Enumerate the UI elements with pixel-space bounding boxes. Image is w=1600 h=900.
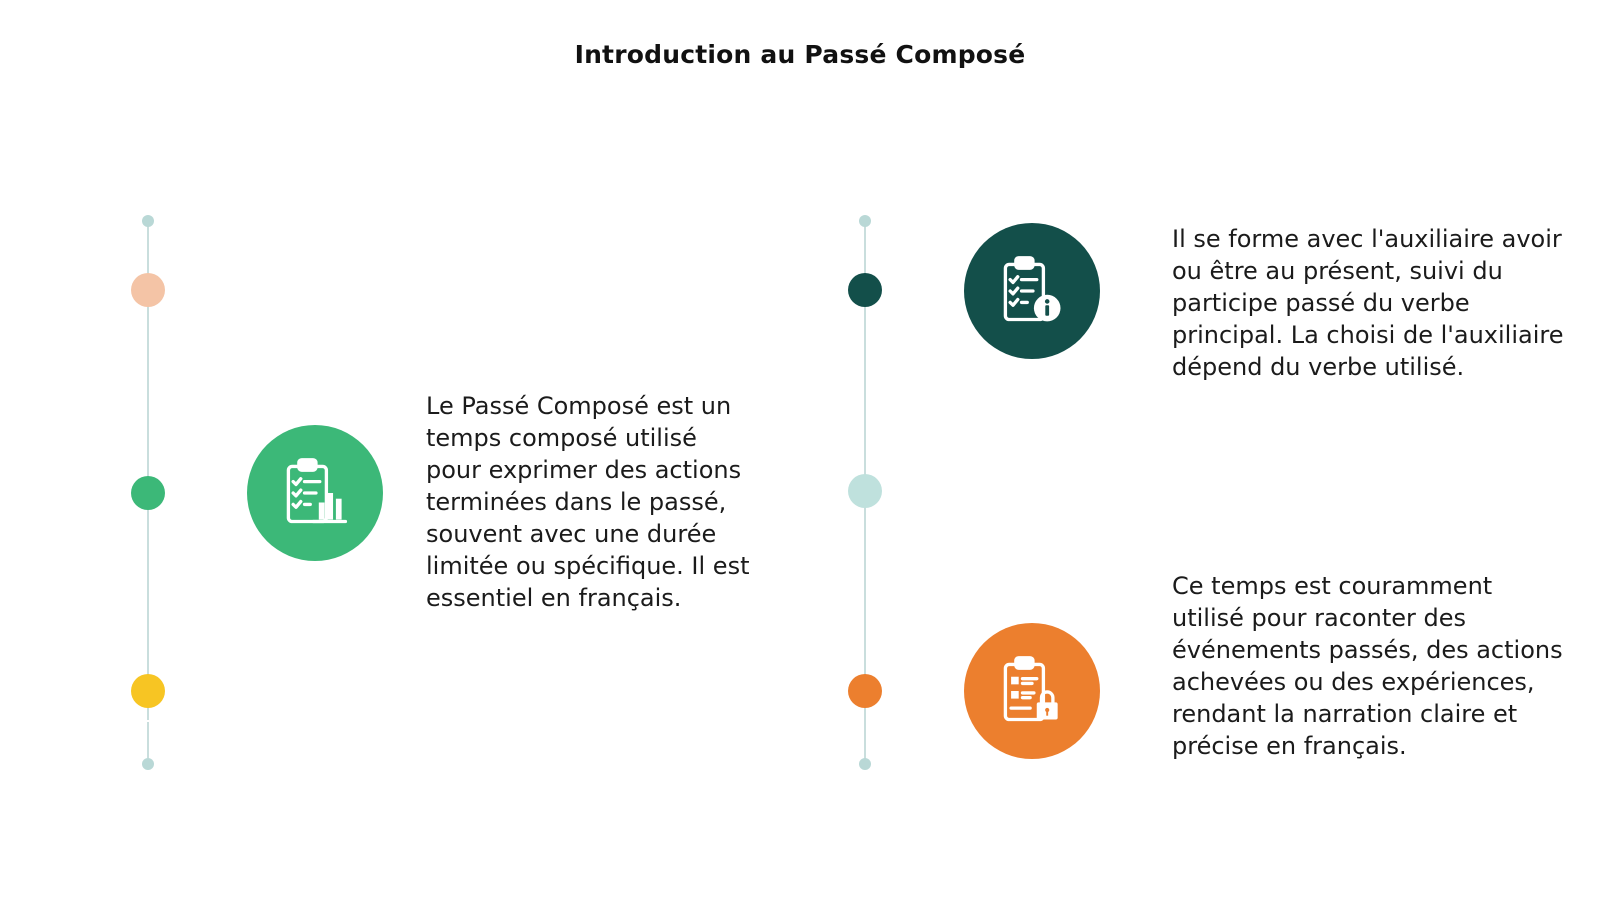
right-timeline-start-dot bbox=[859, 215, 871, 227]
item-2-description: Il se forme avec l'auxiliaire avoir ou être au présent, suivi du participe passé du verbe principal. La choisi de l'auxiliaire dépend du verbe utilisé. bbox=[1172, 225, 1564, 381]
clipboard-chart-icon bbox=[247, 425, 383, 561]
clipboard-lock-icon bbox=[964, 623, 1100, 759]
right-timeline-end-dot bbox=[859, 758, 871, 770]
page-title: Introduction au Passé Composé bbox=[574, 40, 1026, 69]
timeline-marker-yellow bbox=[131, 674, 165, 708]
timeline-marker-green bbox=[131, 476, 165, 510]
timeline-marker-peach bbox=[131, 273, 165, 307]
left-timeline-end-dot bbox=[142, 758, 154, 770]
left-timeline-line-bottom bbox=[147, 722, 149, 758]
item-3-description: Ce temps est couramment utilisé pour raconter des événements passés, des actions achevées ou des expériences, rendant la narration claire et précise en français. bbox=[1172, 572, 1563, 760]
left-timeline-start-dot bbox=[142, 215, 154, 227]
clipboard-info-icon bbox=[964, 223, 1100, 359]
item-1-description: Le Passé Composé est un temps composé utilisé pour exprimer des actions terminées dans le passé, souvent avec une durée limitée ou spécifique. Il est essentiel en français. bbox=[426, 392, 750, 612]
timeline-marker-light-teal bbox=[848, 474, 882, 508]
timeline-marker-dark-teal bbox=[848, 273, 882, 307]
timeline-marker-orange bbox=[848, 674, 882, 708]
